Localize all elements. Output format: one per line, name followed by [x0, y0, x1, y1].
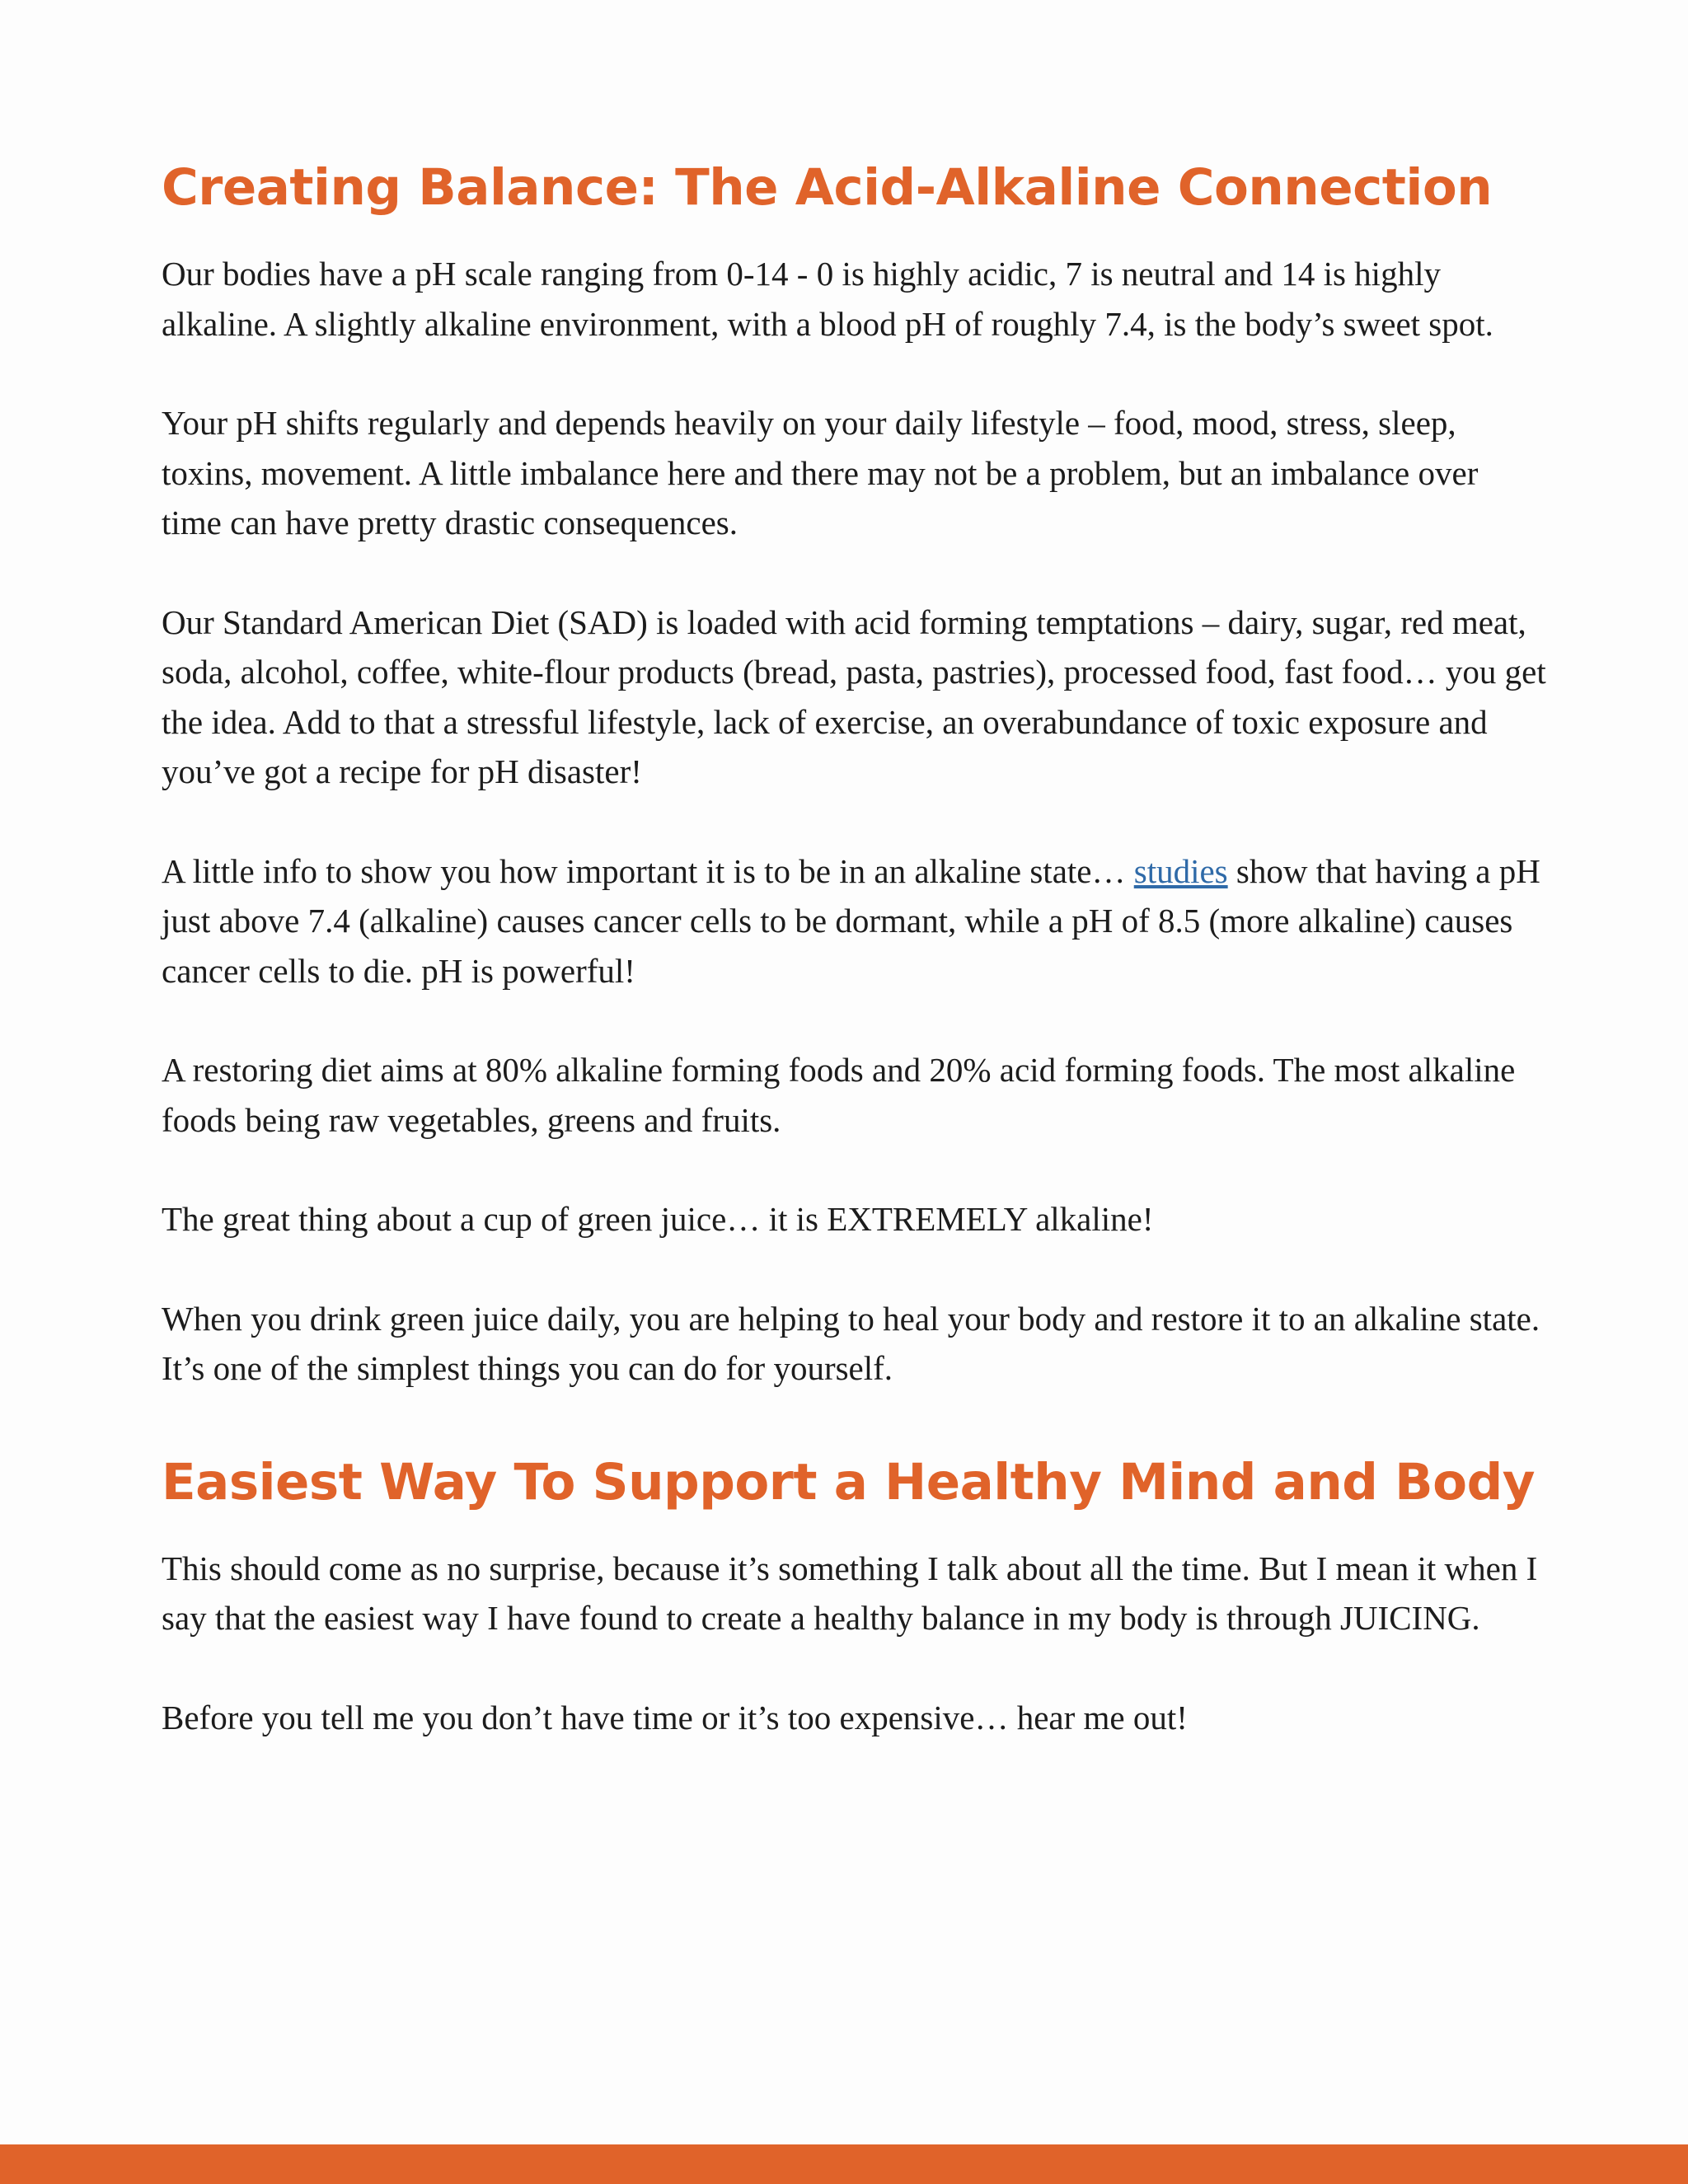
studies-text-after: show that having a pH just above 7.4 (alkaline) causes cancer cells to be dormant, while a pH of 8.5 (more alkaline) causes cancer cells to die. pH is powerful! — [162, 851, 1540, 990]
paragraph-drink-daily: When you drink green juice daily, you are helping to heal your body and restore it to an alkaline state. It’s one of the simplest things you can do for yourself. — [162, 1299, 1540, 1387]
paragraph-green-juice: The great thing about a cup of green juice… it is EXTREMELY alkaline! — [162, 1200, 1154, 1238]
paragraph-ph-scale: Our bodies have a pH scale ranging from 0-14 - 0 is highly acidic, 7 is neutral and 14 is highly alkaline. A slightly alkaline environment, with a blood pH of roughly 7.4, is the body’s sweet spot. — [162, 255, 1493, 343]
paragraph-standard-american-diet: Our Standard American Diet (SAD) is loaded with acid forming temptations – dairy, sugar, red meat, soda, alcohol, coffee, white-flour products (bread, pasta, pastries), processed food, fast food… you get the idea. Add to that a stressful lifestyle, lack of exercise, an overabundance of toxic exposure and you’ve got a recipe for pH disaster! — [162, 602, 1546, 790]
studies-link[interactable]: studies — [1133, 851, 1228, 890]
studies-text-before: A little info to show you how important it is to be in an alkaline state… — [162, 851, 1134, 890]
footer-accent-bar — [0, 2144, 1688, 2184]
paragraph-ph-shifts: Your pH shifts regularly and depends heavily on your daily lifestyle – food, mood, stress, sleep, toxins, movement. A little imbalance here and there may not be a problem, but an imbalance over time can have pretty drastic consequences. — [162, 404, 1479, 541]
paragraph-alkaline-studies — [162, 846, 1546, 996]
paragraph-hear-me-out: Before you tell me you don’t have time or it’s too expensive… hear me out! — [162, 1698, 1188, 1736]
section-heading-healthy-mind-body: Easiest Way To Support a Healthy Mind and Body — [162, 1452, 1535, 1511]
section-heading-acid-alkaline: Creating Balance: The Acid-Alkaline Connection — [162, 158, 1493, 217]
paragraph-juicing: This should come as no surprise, because it’s something I talk about all the time. But I mean it when I say that the easiest way I have found to create a healthy balance in my body is through JUICING. — [162, 1549, 1538, 1637]
paragraph-restoring-diet: A restoring diet aims at 80% alkaline forming foods and 20% acid forming foods. The most alkaline foods being raw vegetables, greens and fruits. — [162, 1051, 1516, 1139]
document-page — [162, 148, 1546, 1792]
